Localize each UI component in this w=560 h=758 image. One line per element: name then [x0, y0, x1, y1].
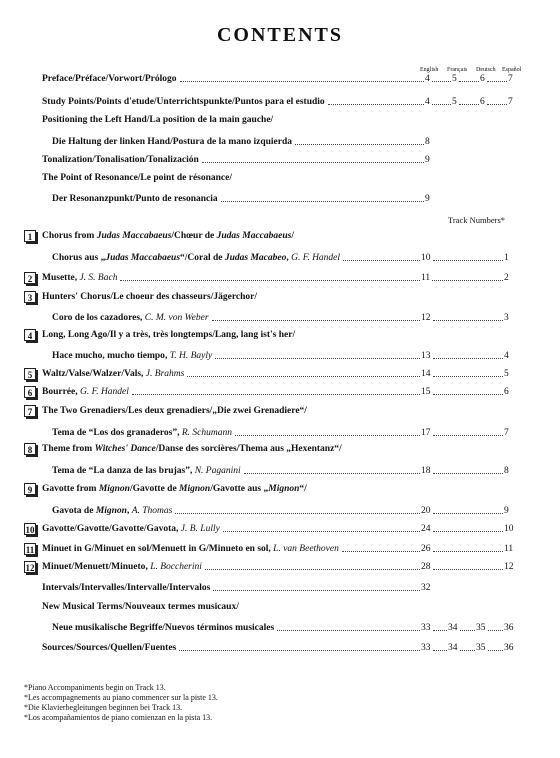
piece-number-badge: 8 [24, 443, 36, 455]
page-number: 5 [452, 97, 457, 107]
entry-label: Minuet in G/Minuet en sol/Menuett in G/Minueto en sol, L. van Beethoven [42, 544, 339, 554]
page-number: 32 [421, 583, 431, 593]
leader-dots [120, 280, 420, 281]
track-number: 12 [504, 562, 514, 572]
leader-dots [487, 104, 507, 105]
page-number: 10 [421, 253, 431, 263]
page-number: 26 [421, 544, 431, 554]
track-numbers-label: Track Numbers* [448, 215, 506, 225]
leader-dots [460, 630, 476, 631]
leader-dots [433, 569, 504, 570]
page-number: 9 [425, 155, 430, 165]
leader-dots [433, 650, 448, 651]
page-number: 9 [425, 194, 430, 204]
page-number: 35 [476, 623, 486, 633]
leader-dots [433, 531, 504, 532]
page-number: 34 [448, 643, 458, 653]
page-title: CONTENTS [216, 24, 344, 46]
entry-label: Bourrée, G. F. Handel [42, 387, 129, 397]
page-number: 34 [448, 623, 458, 633]
leader-dots [433, 473, 504, 474]
leader-dots [187, 376, 420, 377]
leader-dots [487, 81, 507, 82]
entry-label: New Musical Terms/Nouveaux termes musicaux/ [42, 602, 239, 612]
leader-dots [433, 376, 504, 377]
track-number: 1 [504, 253, 509, 263]
entry-label: Hunters' Chorus/Le choeur des chasseurs/Jägerchor/ [42, 292, 257, 302]
leader-dots [488, 630, 504, 631]
leader-dots [432, 104, 451, 105]
leader-dots [433, 435, 504, 436]
page-number: 6 [480, 74, 485, 84]
page-number: 4 [425, 74, 430, 84]
entry-label: Neue musikalische Begriffe/Nuevos términos musicales [52, 623, 275, 633]
leader-dots [235, 435, 420, 436]
track-number: 2 [504, 273, 509, 283]
leader-dots [223, 531, 420, 532]
leader-dots [277, 630, 420, 631]
entry-label: Tema de “La danza de las brujas”, N. Paganini [52, 466, 241, 476]
leader-dots [244, 473, 420, 474]
leader-dots [432, 81, 451, 82]
leader-dots [488, 650, 504, 651]
page-number: 13 [421, 351, 431, 361]
entry-label: Theme from Witches' Dance/Danse des sorcières/Thema aus „Hexentanz“/ [42, 444, 342, 454]
page-number: 17 [421, 428, 431, 438]
leader-dots [432, 280, 503, 281]
leader-dots [459, 104, 479, 105]
entry-label: Tonalization/Tonalisation/Tonalización [42, 155, 199, 165]
entry-label: Coro de los cazadores, C. M. von Weber [52, 313, 209, 323]
page-number: 11 [421, 273, 431, 283]
entry-label: Minuet/Menuett/Minueto, L. Boccherini [42, 562, 202, 572]
piece-number-badge: 2 [24, 272, 36, 284]
leader-dots [433, 630, 448, 631]
piece-number-badge: 6 [24, 386, 36, 398]
page-number: 7 [508, 97, 513, 107]
entry-label: Der Resonanzpunkt/Punto de resonancia [52, 194, 218, 204]
entry-label: Gavota de Mignon, A. Thomas [52, 506, 173, 516]
track-number: 7 [504, 428, 509, 438]
leader-dots [295, 144, 424, 145]
page-number: 36 [504, 643, 514, 653]
footnote: *Los acompañamientos de piano comienzan en la pista 13. [24, 713, 213, 722]
leader-dots [433, 394, 504, 395]
lang-header-french: Français [447, 67, 468, 73]
entry-label: Long, Long Ago/Il y a très, très longtemps/Lang, lang ist's her/ [42, 330, 296, 340]
piece-number-badge: 3 [24, 291, 36, 303]
entry-label: Sources/Sources/Quellen/Fuentes [42, 643, 177, 653]
piece-number-badge: 12 [25, 563, 35, 573]
page-number: 33 [421, 623, 431, 633]
track-number: 10 [504, 524, 514, 534]
entry-label: Musette, J. S. Bach [42, 273, 118, 283]
track-number: 3 [504, 313, 509, 323]
page-number: 7 [508, 74, 513, 84]
leader-dots [212, 320, 420, 321]
page-number: 28 [421, 562, 431, 572]
footnote: *Die Klavierbegleitungen beginnen bei Track 13. [24, 703, 183, 712]
leader-dots [180, 81, 424, 82]
page-number: 8 [425, 137, 430, 147]
lang-header-english: English [420, 67, 439, 73]
entry-label: Tema de “Los dos granaderos”, R. Schumann [52, 428, 232, 438]
leader-dots [328, 104, 424, 105]
page-number: 5 [452, 74, 457, 84]
leader-dots [433, 513, 504, 514]
page-number: 18 [421, 466, 431, 476]
entry-label: Gavotte from Mignon/Gavotte de Mignon/Gavotte aus „Mignon“/ [42, 484, 307, 494]
leader-dots [459, 81, 479, 82]
page-number: 4 [425, 97, 430, 107]
entry-label: The Two Grenadiers/Les deux grenadiers/„Die zwei Grenadiere“/ [42, 406, 307, 416]
leader-dots [460, 650, 476, 651]
leader-dots [215, 358, 420, 359]
leader-dots [205, 569, 420, 570]
piece-number-badge: 11 [25, 545, 35, 555]
piece-number-badge: 7 [24, 405, 36, 417]
piece-number-badge: 5 [24, 368, 36, 380]
footnote: *Les accompagnements au piano commencer sur la piste 13. [24, 693, 218, 702]
track-number: 11 [504, 544, 514, 554]
piece-number-badge: 4 [24, 329, 36, 341]
track-number: 4 [504, 351, 509, 361]
entry-label: Hace mucho, mucho tiempo, T. H. Bayly [52, 351, 213, 361]
entry-label: Intervals/Intervalles/Intervalle/Intervalos [42, 583, 211, 593]
page-number: 14 [421, 369, 431, 379]
entry-label: Chorus from Judas Maccabaeus/Chœur de Judas Maccabaeus/ [42, 231, 294, 241]
footnote: *Piano Accompaniments begin on Track 13. [24, 683, 166, 692]
entry-label: Die Haltung der linken Hand/Postura de la mano izquierda [52, 137, 292, 147]
page-number: 12 [421, 313, 431, 323]
entry-label: The Point of Resonance/Le point de résonance/ [42, 173, 232, 183]
lang-header-german: Deutsch [476, 67, 496, 73]
entry-label: Chorus aus „Judas Maccabaeus“/Coral de Judas Macabeo, G. F. Handel [52, 253, 341, 263]
lang-header-spanish: Español [502, 67, 522, 73]
page-number: 24 [421, 524, 431, 534]
piece-number-badge: 1 [24, 230, 36, 242]
track-number: 5 [504, 369, 509, 379]
leader-dots [221, 201, 424, 202]
page-number: 36 [504, 623, 514, 633]
leader-dots [202, 162, 424, 163]
entry-label: Study Points/Points d'etude/Unterrichtspunkte/Puntos para el estudio [42, 97, 325, 107]
page-number: 20 [421, 506, 431, 516]
entry-label: Positioning the Left Hand/La position de la main gauche/ [42, 115, 274, 125]
entry-label: Waltz/Valse/Walzer/Vals, J. Brahms [42, 369, 185, 379]
entry-label: Gavotte/Gavotte/Gavotte/Gavota, J. B. Lully [42, 524, 220, 534]
piece-number-badge: 9 [24, 483, 36, 495]
leader-dots [343, 260, 420, 261]
leader-dots [433, 358, 504, 359]
page-number: 15 [421, 387, 431, 397]
leader-dots [132, 394, 420, 395]
page-number: 35 [476, 643, 486, 653]
entry-label: Preface/Préface/Vorwort/Prólogo [42, 74, 177, 84]
leader-dots [213, 590, 420, 591]
leader-dots [433, 260, 504, 261]
track-number: 9 [504, 506, 509, 516]
leader-dots [433, 551, 504, 552]
piece-number-badge: 10 [25, 525, 35, 535]
track-number: 8 [504, 466, 509, 476]
track-number: 6 [504, 387, 509, 397]
leader-dots [342, 551, 420, 552]
leader-dots [175, 513, 420, 514]
leader-dots [433, 320, 504, 321]
page-number: 33 [421, 643, 431, 653]
leader-dots [179, 650, 420, 651]
page-number: 6 [480, 97, 485, 107]
